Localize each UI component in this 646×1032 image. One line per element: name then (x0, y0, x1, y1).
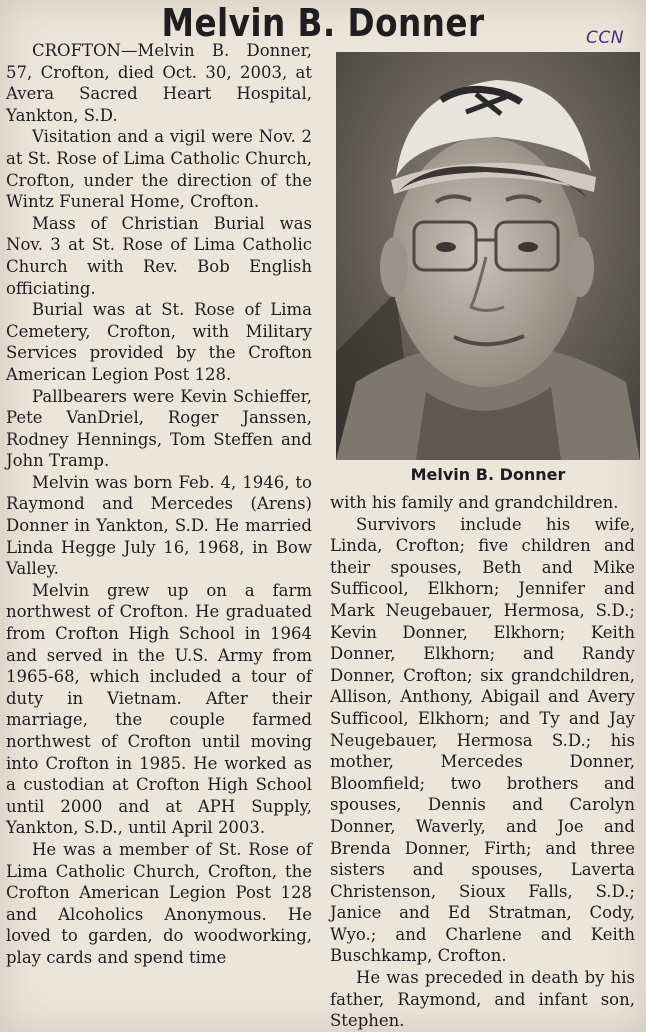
paragraph-death-notice: CROFTON—Melvin B. Donner, 57, Crofton, died Oct. 30, 2003, at Avera Sacred Heart Hospital, Yankton, S.D. (6, 41, 312, 125)
obituary-headline: Melvin B. Donner (161, 1, 485, 45)
paragraph-burial: Burial was at St. Rose of Lima Cemetery, Crofton, with Military Services provided by the Crofton American Legion Post 128. (6, 300, 312, 384)
paragraph-memberships: He was a member of St. Rose of Lima Catholic Church, Crofton, the Crofton American Legion Post 128 and Alcoholics Anonymous. He loved to garden, do woodworking, play cards and spend time (6, 839, 312, 967)
photo-caption: Melvin B. Donner (410, 465, 566, 484)
paragraph-survivors: Survivors include his wife, Linda, Crofton; five children and their spouses, Beth and Mike Sufficool, Elkhorn; Jennifer and Mark Neugebauer, Hermosa, S.D.; Kevin Donner, Elkhorn; Keith Donner, Elkhorn; and Randy Donner, Crofton; six grandchildren, Allison, Anthony, Abigail and Avery Sufficool, Elkhorn; and Ty and Jay Neugebauer, Hermosa S.D.; his mother, Mercedes Donner, Bloomfield; two brothers and spouses, Dennis and Carolyn Donner, Waverly, and Joe and Brenda Donner, Firth; and three sisters and spouses, Laverta Christenson, Sioux Falls, S.D.; Janice and Ed Stratman, Cody, Wyo.; and Charlene and Keith Buschkamp, Crofton. (330, 514, 635, 966)
paragraph-mass: Mass of Christian Burial was Nov. 3 at St. Rose of Lima Catholic Church with Rev. Bob English officiating. (6, 213, 312, 298)
right-text-column (330, 492, 635, 1032)
paragraph-birth: Melvin was born Feb. 4, 1946, to Raymond and Mercedes (Arens) Donner in Yankton, S.D. He married Linda Hegge July 16, 1968, in Bow Valley. (6, 472, 312, 579)
left-text-column (6, 40, 312, 969)
handwritten-initials: CCN (586, 28, 624, 48)
portrait-photo (336, 52, 640, 460)
paragraph-preceded: He was preceded in death by his father, Raymond, and infant son, Stephen. (330, 968, 635, 1031)
paragraph-continuation: with his family and grandchildren. (330, 493, 619, 512)
paragraph-visitation: Visitation and a vigil were Nov. 2 at St. Rose of Lima Catholic Church, Crofton, under the direction of the Wintz Funeral Home, Crofton. (6, 127, 312, 212)
paragraph-pallbearers: Pallbearers were Kevin Schieffer, Pete VanDriel, Roger Janssen, Rodney Hennings, Tom Steffen and John Tramp. (6, 386, 312, 471)
portrait-illustration (336, 52, 640, 460)
paragraph-life: Melvin grew up on a farm northwest of Crofton. He graduated from Crofton High School in 1964 and served in the U.S. Army from 1965-68, which included a tour of duty in Vietnam. After their marriage, the couple farmed northwest of Crofton until moving into Crofton in 1985. He worked as a custodian at Crofton High School until 2000 and at APH Supply, Yankton, S.D., until April 2003. (6, 580, 312, 838)
